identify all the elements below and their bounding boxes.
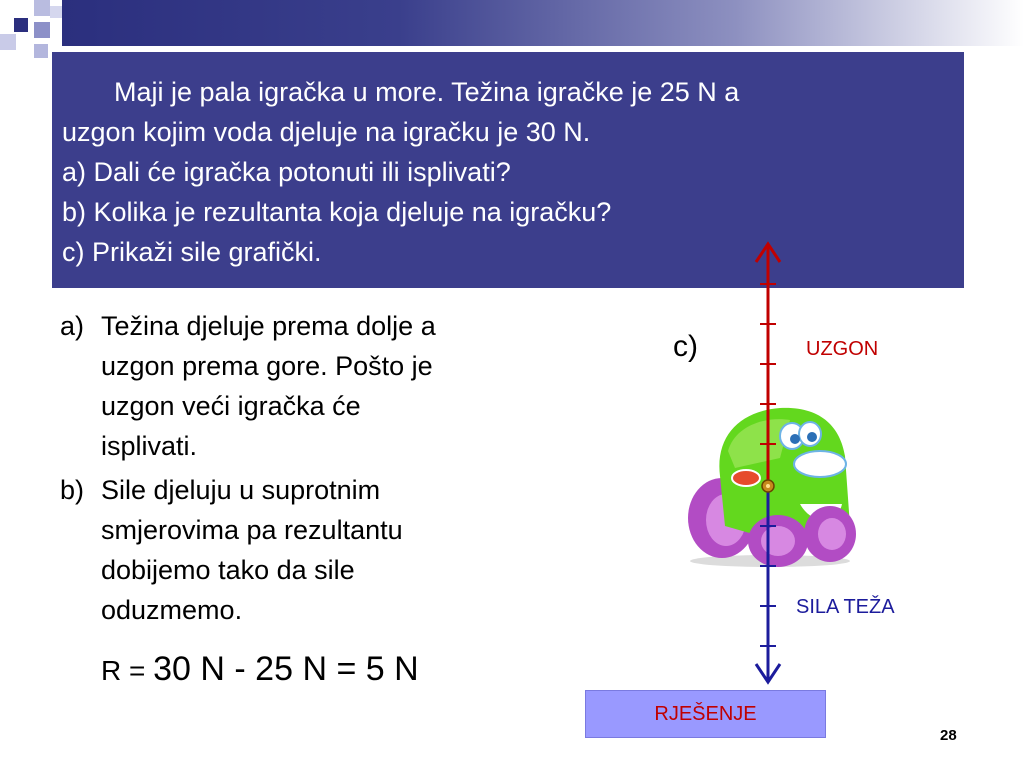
question-line: Maji je pala igračka u more. Težina igračke je 25 N a: [114, 77, 740, 107]
answer-a-text: [101, 306, 540, 466]
answer-line: isplivati.: [101, 431, 198, 461]
question-line: b) Kolika je rezultanta koja djeluje na igračku?: [62, 197, 612, 227]
part-c-label: c): [673, 330, 698, 363]
answer-b-mark: b): [60, 475, 85, 505]
answer-a-mark: a): [60, 311, 85, 341]
force-origin-point: [762, 480, 774, 492]
deco-square: [14, 18, 28, 32]
force-diagram: [680, 236, 910, 690]
header-band: [62, 0, 1024, 46]
result-equation: [101, 650, 419, 689]
page-number: 28: [940, 727, 957, 744]
answer-line: smjerovima pa rezultantu: [101, 515, 403, 545]
answer-line: Sile djeluju u suprotnim: [101, 475, 381, 505]
answers-section: [60, 306, 540, 634]
answer-line: Težina djeluje prema dolje a: [101, 311, 436, 341]
answer-line: uzgon prema gore. Pošto je: [101, 351, 433, 381]
question-line: a) Dali će igračka potonuti ili isplivati?: [62, 157, 511, 187]
question-line: uzgon kojim voda djeluje na igračku je 30 N.: [62, 117, 591, 147]
deco-square: [34, 22, 50, 38]
deco-square: [34, 0, 50, 16]
answer-b-text: [101, 470, 540, 630]
answer-line: oduzmemo.: [101, 595, 243, 625]
deco-square: [0, 34, 16, 50]
answer-a: [60, 306, 540, 466]
deco-square: [34, 44, 48, 58]
result-value: 30 N - 25 N = 5 N: [153, 650, 419, 688]
answer-b: [60, 470, 540, 630]
weight-label: SILA TEŽA: [796, 596, 895, 618]
solution-button-label: RJEŠENJE: [654, 702, 757, 725]
buoyancy-label: UZGON: [806, 338, 879, 360]
question-line: c) Prikaži sile grafički.: [62, 237, 322, 267]
deco-square: [50, 6, 62, 18]
answer-line: dobijemo tako da sile: [101, 555, 355, 585]
solution-button[interactable]: [585, 690, 826, 738]
answer-line: uzgon veći igračka će: [101, 391, 361, 421]
result-prefix: R =: [101, 655, 154, 686]
